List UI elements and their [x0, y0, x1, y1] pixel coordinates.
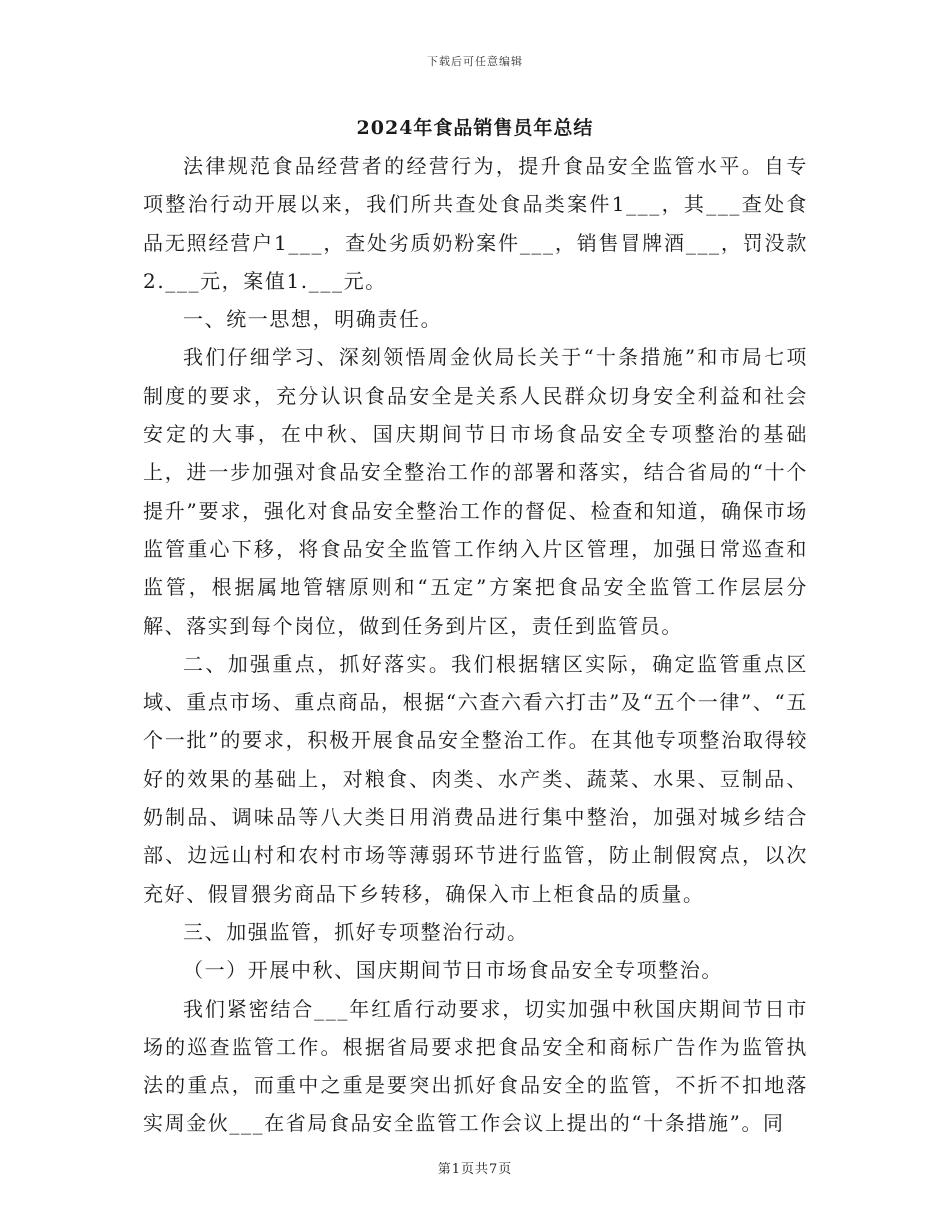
header-note: 下载后可任意编辑 — [427, 55, 523, 68]
paragraph-section-1-heading: 一、统一思想，明确责任。 — [183, 307, 443, 332]
paragraph-section-2: 二、加强重点，抓好落实。我们根据辖区实际，确定监管重点区域、重点市场、重点商品，根据“六查六看六打击”及“五个一律”、“五个一批”的要求，积极开展食品安全整治工作。在其他专项整治取得较好的效果的基础上，对粮食、肉类、水产类、蔬菜、水果、豆制品、奶制品、调味品等八大类日用消费品进行集中整治，加强对城乡结合部、边远山村和农村市场等薄弱环节进行监管，防止制假窝点，以次充好、假冒猥劣商品下乡转移，确保入市上柜食品的质量。 — [143, 651, 808, 906]
page-footer: 第1页共7页 — [437, 1162, 513, 1177]
paragraph-intro: 法律规范食品经营者的经营行为，提升食品安全监管水平。自专项整治行动开展以来，我们所共查处食品类案件1___，其___查处食品无照经营户1___，查处劣质奶粉案件___，销售冒牌酒___，罚没款2.___元，案值1.___元。 — [143, 154, 808, 293]
document-title: 2024年食品销售员年总结 — [356, 117, 594, 139]
paragraph-section-1-body: 我们仔细学习、深刻领悟周金伙局长关于“十条措施”和市局七项制度的要求，充分认识食品安全是关系人民群众切身安全利益和社会安定的大事，在中秋、国庆期间节日市场食品安全专项整治的基础上，进一步加强对食品安全整治工作的部署和落实，结合省局的“十个提升”要求，强化对食品安全整治工作的督促、检查和知道，确保市场监管重心下移，将食品安全监管工作纳入片区管理，加强日常巡查和监管，根据属地管辖原则和“五定”方案把食品安全监管工作层层分解、落实到每个岗位，做到任务到片区，责任到监管员。 — [143, 345, 808, 638]
document-body — [143, 147, 808, 1143]
paragraph-section-3-heading: 三、加强监管，抓好专项整治行动。 — [183, 919, 529, 944]
paragraph-subsection-1-body: 我们紧密结合___年红盾行动要求，切实加强中秋国庆期间节日市场的巡查监管工作。根据省局要求把食品安全和商标广告作为监管执法的重点，而重中之重是要突出抓好食品安全的监管，不折不扣地落实周金伙___在省局食品安全监管工作会议上提出的“十条措施”。同 — [143, 996, 808, 1136]
paragraph-subsection-1-heading: （一）开展中秋、国庆期间节日市场食品安全专项整治。 — [183, 958, 723, 983]
